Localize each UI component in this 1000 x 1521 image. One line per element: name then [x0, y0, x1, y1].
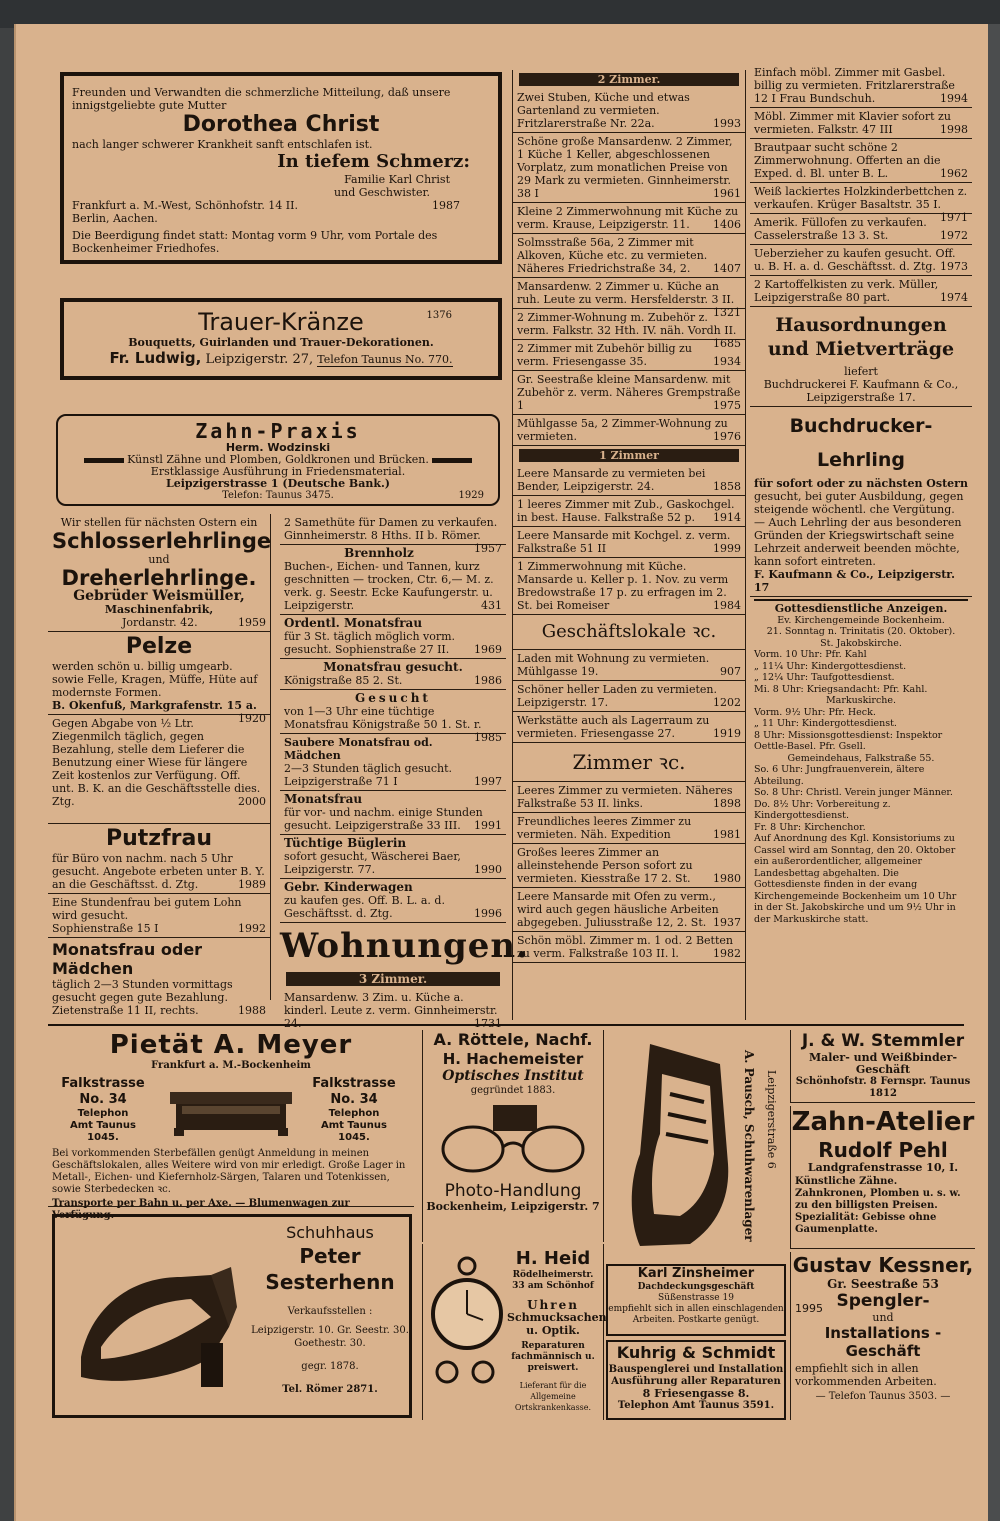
ad-text: werden schön u. billig umgearb. sowie Felle, Kragen, Müffe, Hüte auf modernste Formen. — [52, 660, 258, 699]
classified-ad — [513, 496, 745, 527]
church-line: „ 11¼ Uhr: Kindergottesdienst. — [754, 660, 907, 672]
ad-number: 1986 — [474, 674, 502, 687]
ad-number: 1973 — [940, 260, 968, 273]
lehrling-ad — [750, 407, 972, 597]
lehrlinge-ad — [48, 514, 270, 632]
classified-ad — [750, 214, 972, 245]
ad-text: 1 leeres Zimmer mit Zub., Gaskochgel. in best. Hause. Falkstraße 52 p. 1914 — [517, 498, 741, 524]
ad-number: 1975 — [713, 399, 741, 412]
column-4 — [750, 64, 972, 1020]
kessner-b1: Spengler- — [836, 1291, 930, 1311]
zahn-atelier-addr: Landgrafenstrasse 10, I. — [807, 1161, 959, 1174]
family-line: Familie Karl Christ — [344, 173, 450, 186]
pietat-street-right: Falkstrasse — [312, 1076, 396, 1091]
kuhrig-name: Kuhrig & Schmidt — [616, 1343, 776, 1362]
classified-ad: Monatsfrau für vor- und nachm. einige Stunden gesucht. Leipzigerstraße 33 III. 1991 — [280, 791, 506, 835]
ad-text: 2 Zimmer-Wohnung m. Zubehör z. verm. Falkstr. 32 Hth. IV. näh. Vordh II. 1685 — [517, 311, 741, 350]
ad-text: Großes leeres Zimmer an alleinstehende Person sofort zu vermieten. Kiesstraße 17 2. St. 1980 — [517, 846, 741, 885]
church-line: Fr. 8 Uhr: Kirchenchor. — [754, 821, 866, 833]
ad-number: 1920 — [238, 712, 266, 725]
classified-ad: Saubere Monatsfrau od. Mädchen 2—3 Stunden täglich gesucht. Leipzigerstraße 71 I 1997 — [280, 734, 506, 791]
ad-number: 1999 — [713, 542, 741, 555]
stemmler-l1: Maler- und Weißbinder-Geschäft — [808, 1051, 958, 1076]
siblings-line: und Geschwister. — [334, 186, 430, 199]
ad-text: Gegen Abgabe von ½ Ltr. Ziegenmilch täglich, gegen Bezahlung, stelle dem Lieferer die Benutzung einer Wiese für längere Zeit kostenlos zur Verfügung. Off. unt. B. K. an die Geschäftsstelle dies. Ztg. — [52, 717, 261, 808]
classified-ad — [513, 465, 745, 496]
classified-ad: Gesucht von 1—3 Uhr eine tüchtige Monatsfrau Königstraße 50 1. St. r. 1985 — [280, 690, 506, 734]
pelze-ad — [48, 632, 270, 725]
ad-number: 1994 — [940, 92, 968, 105]
death-notice — [60, 72, 502, 264]
ad-text: Amerik. Füllofen zu verkaufen. Casselerstraße 13 3. St. 1972 — [754, 216, 968, 242]
classified-ad — [513, 89, 745, 133]
ad-headline: Gesucht — [355, 691, 431, 705]
kessner-b2: Installations - Geschäft — [824, 1324, 942, 1360]
ad-number: 1972 — [940, 229, 968, 242]
classified-ad: Brennholz Buchen-, Eichen- und Tannen, kurz geschnitten — trocken, Ctr. 6,— M. z. verk. g. Seestr. Ecke Kaufungerstr. u. Leipzigerstr. 431 — [280, 545, 506, 615]
ad-headline: Monatsfrau gesucht. — [323, 660, 463, 674]
ad-number: 1937 — [713, 916, 741, 929]
church-line: Mi. 8 Uhr: Kriegsandacht: Pfr. Kahl. — [754, 683, 928, 695]
kessner-ad — [790, 1252, 975, 1420]
ad-number: 1957 — [474, 542, 502, 555]
classified-ad — [750, 245, 972, 276]
heid-reparaturen: Reparaturen fachmännisch u. preiswert. — [511, 1341, 595, 1373]
ad-number: 1996 — [474, 907, 502, 920]
section-wohnungen: Wohnungen. — [280, 926, 529, 966]
church-line: So. 8 Uhr: Christl. Verein junger Männer. — [754, 787, 953, 798]
dental-name: Herm. Wodzinski — [225, 441, 331, 454]
wreath-name: Fr. Ludwig, — [109, 349, 202, 367]
pietat-tel-right: Telephon — [328, 1108, 380, 1119]
classified-ad — [513, 203, 745, 234]
pietat-no-left: No. 34 — [79, 1092, 127, 1107]
ad-number: 1919 — [713, 727, 741, 740]
ad-text: Kleine 2 Zimmerwohnung mit Küche zu verm. Krause, Leipzigerstr. 11. 1406 — [517, 205, 741, 231]
ad-company: Gebrüder Weismüller, — [73, 588, 245, 604]
pietat-foot: Transporte per Bahn u. per Axe. — Blumenwagen zur Verfügung. — [52, 1198, 350, 1221]
wreath-tel: Telefon Taunus No. 770. — [317, 353, 453, 366]
glasses-illustration — [433, 1099, 593, 1179]
death-notice-text: nach langer schwerer Krankheit sanft entschlafen ist. — [72, 138, 373, 151]
heid-uhren: Uhren — [527, 1298, 579, 1312]
zins-l1: Dachdeckungsgeschäft — [637, 1282, 755, 1292]
ad-text: Brautpaar sucht schöne 2 Zimmerwohnung. Offerten an die Exped. d. Bl. unter B. L. 1962 — [754, 141, 968, 180]
bottom-divider — [48, 1024, 964, 1026]
ad-text: 1 Zimmerwohnung mit Küche. Mansarde u. Keller p. 1. Nov. zu verm Bredowstraße 17 p. zu erfragen im 2. St. bei Romeiser 1984 — [517, 560, 741, 612]
ad-address: Zietenstraße 11 II, rechts. — [52, 1004, 199, 1017]
ad-text: Laden mit Wohnung zu vermieten. Mühlgasse 19. 907 — [517, 652, 741, 678]
ad-text: Leeres Zimmer zu vermieten. Näheres Falkstraße 53 II. links. 1898 — [517, 784, 741, 810]
monatsfrau-ad — [48, 938, 270, 1019]
ad-number: 1988 — [238, 1004, 266, 1017]
roettele-ad — [422, 1030, 604, 1242]
church-line: Vorm. 9½ Uhr: Pfr. Heck. — [754, 706, 876, 718]
wreath-title: Trauer-Kränze — [198, 308, 364, 336]
ad-text: täglich 2—3 Stunden vormittags gesucht gegen gute Bezahlung. — [52, 978, 233, 1004]
lehrling-company: F. Kaufmann & Co., Leipzigerstr. 17 — [754, 568, 955, 594]
classified-ad: Mansardenw. 3 Zim. u. Küche a. kinderl. Leute z. verm. Ginnheimerstr. 24. 1731 — [284, 991, 502, 1030]
classified-ad — [513, 813, 745, 844]
ad-number: 1993 — [713, 117, 741, 130]
kuhrig-l4: Telephon Amt Taunus 3591. — [617, 1400, 775, 1411]
ad-text: Gr. Seestraße kleine Mansardenw. mit Zubehör z. verm. Näheres Grempstraße 1 1975 — [517, 373, 741, 412]
schuh-verkauf: Verkaufsstellen : — [287, 1306, 373, 1317]
ad-headline: Schlosserlehrlinge — [52, 529, 272, 553]
ad-headline: Gebr. Kinderwagen — [284, 880, 413, 894]
ad-number: 1984 — [713, 599, 741, 612]
roettele-addr: Bockenheim, Leipzigerstr. 7 — [426, 1200, 600, 1213]
ad-number: 1982 — [713, 947, 741, 960]
ad-text: Leere Mansarde mit Ofen zu verm., wird auch gegen häusliche Arbeiten abgegeben. Juliusstraße 12, 2. St. 1937 — [517, 890, 741, 929]
ad-text: Eine Stundenfrau bei gutem Lohn wird gesucht. — [52, 896, 242, 922]
heid-addr: Rödelheimerstr. 33 am Schönhof — [512, 1270, 594, 1291]
pietat-text: Bei vorkommenden Sterbefällen genügt Anmeldung in meinen Geschäftslokalen, alles Weitere wird von mir erledigt. Große Lager in Metall-, Eichen- und Kiefernholz-Särgen, Talaren und Totenkissen, sowie Sterbedecken ꝛc. — [52, 1148, 406, 1195]
ad-number: 1992 — [238, 922, 266, 935]
classified-ad: Gebr. Kinderwagen zu kaufen ges. Off. B. L. a. d. Geschäftsst. d. Ztg. 1996 — [280, 879, 506, 923]
wreath-addr: Leipzigerstr. 27, — [205, 352, 314, 367]
classified-ad — [513, 340, 745, 371]
ad-text: Freundliches leeres Zimmer zu vermieten. Näh. Expedition 1981 — [517, 815, 741, 841]
kessner-name: Gustav Kessner, — [792, 1253, 974, 1277]
ad-headline: Putzfrau — [105, 826, 213, 851]
schuh-name: Peter Sesterhenn — [265, 1244, 395, 1294]
ad-number: 1997 — [474, 775, 502, 788]
ad-text: und — [148, 553, 170, 566]
kuhrig-ad — [606, 1340, 786, 1420]
band-1-zimmer: 1 Zimmer — [519, 449, 739, 462]
pietat-no-right: No. 34 — [330, 1092, 378, 1107]
grief-line: In tiefem Schmerz: — [277, 151, 470, 172]
church-line: Do. 8½ Uhr: Vorbereitung z. Kindergottesdienst. — [754, 798, 891, 821]
pietat-title: Pietät A. Meyer — [109, 1030, 353, 1060]
dental-l4: Telefon: Taunus 3475. — [222, 490, 334, 501]
zinsheimer-ad — [606, 1264, 786, 1336]
coffin-icon — [166, 1080, 296, 1140]
pietat-amt-left: Amt Taunus 1045. — [69, 1120, 136, 1143]
classified-ad — [513, 234, 745, 278]
ad-number: 1981 — [713, 828, 741, 841]
church-notices — [750, 597, 972, 927]
pausch-addr: Leipzigerstraße 6 — [765, 1070, 778, 1169]
boot-illustration — [610, 1034, 750, 1254]
classified-ad — [750, 276, 972, 307]
page-edge — [988, 24, 1000, 1521]
schuh-addr2: Goethestr. 30. — [294, 1338, 366, 1349]
kessner-tel: — Telefon Taunus 3503. — — [815, 1391, 951, 1402]
church-line: 21. Sonntag n. Trinitatis (20. Oktober). — [766, 626, 956, 637]
wreath-ad — [60, 298, 502, 380]
kessner-und: und — [872, 1311, 894, 1324]
ad-headline: Monatsfrau oder Mädchen — [52, 940, 203, 978]
ad-text: 2 Kartoffelkisten zu verk. Müller, Leipzigerstraße 80 part. 1974 — [754, 278, 968, 304]
hausordnungen-sub: liefert — [844, 365, 878, 378]
classified-ad — [513, 309, 745, 350]
ad-text: für Büro von nachm. nach 5 Uhr gesucht. Angebote erbeten unter B. Y. an die Geschäftsst. d. Ztg. — [52, 852, 265, 891]
zins-l2: Süßenstrasse 19 — [658, 1293, 734, 1303]
column-1 — [48, 514, 272, 1017]
band-3-zimmer: 3 Zimmer. — [286, 972, 500, 986]
ad-number: 1971 — [940, 211, 968, 224]
ad-number: 1969 — [474, 643, 502, 656]
dental-title: Zahn-Praxis — [195, 419, 361, 443]
dental-l1: Künstl Zähne und Plomben, Goldkronen und Brücken. — [58, 454, 498, 466]
ad-text: Leere Mansarde mit Kochgel. z. verm. Falkstraße 51 II 1999 — [517, 529, 741, 555]
classified-ad — [513, 650, 745, 681]
ad-number: 1985 — [474, 731, 502, 744]
classified-ad — [513, 844, 745, 888]
classified-ad — [513, 133, 745, 203]
ad-number: 2000 — [238, 795, 266, 808]
lehrling-sub: für sofort oder zu nächsten Ostern — [754, 477, 968, 490]
classified-ad: Tüchtige Büglerin sofort gesucht, Wäscherei Baer, Leipzigerstr. 77. 1990 — [280, 835, 506, 879]
classified-ad — [750, 64, 972, 108]
lehrling-title: Buchdrucker-Lehrling — [789, 415, 933, 471]
ad-number: 1961 — [713, 187, 741, 200]
lehrling-text: gesucht, bei guter Ausbildung, gegen steigende wöchentl. che Vergütung. — Auch Lehrling der aus besonderen Gründen der Kriegswirtschaft seine Lehrzeit anderweit beenden möchte, kann sofort eintreten. — [754, 490, 964, 568]
ad-text: Weiß lackiertes Holzkinderbettchen z. verkaufen. Krüger Basaltstr. 35 I. 1971 — [754, 185, 968, 224]
hausordnungen-ad — [750, 307, 972, 407]
ad-number: 1934 — [713, 355, 741, 368]
zins-name: Karl Zinsheimer — [637, 1266, 755, 1281]
column-2 — [280, 514, 529, 1030]
zahn-atelier-name: Rudolf Pehl — [818, 1138, 948, 1162]
ad-company-sub: Maschinenfabrik, — [104, 603, 214, 616]
ad-text: Wir stellen für nächsten Ostern ein — [60, 516, 258, 529]
ad-text: Schöne große Mansardenw. 2 Zimmer, 1 Küche 1 Keller, abgeschlossenen Vorplatz, zum monatlichen Preise von 29 Mark zu vermieten. Ginnheimerstr. 38 I 1961 — [517, 135, 741, 200]
dental-l2: Erstklassige Ausführung in Friedensmaterial. — [150, 465, 406, 478]
pietat-tel-left: Telephon — [77, 1108, 129, 1119]
pietat-amt-right: Amt Taunus 1045. — [320, 1120, 387, 1143]
kuhrig-l1: Bauspenglerei und Installation — [608, 1364, 784, 1375]
ad-text: Zwei Stuben, Küche und etwas Gartenland zu vermieten. Fritzlarerstraße Nr. 22a. 1993 — [517, 91, 741, 130]
dental-l3: Leipzigerstrasse 1 (Deutsche Bank.) — [165, 477, 391, 490]
dental-ad — [56, 414, 500, 506]
ad-number: 1858 — [713, 480, 741, 493]
ad-text: Solmsstraße 56a, 2 Zimmer mit Alkoven, Küche etc. zu vermieten. Näheres Friedrichstraße 34, 2. 1407 — [517, 236, 741, 275]
ad-number: 1998 — [940, 123, 968, 136]
church-line: Auf Anordnung des Kgl. Konsistoriums zu Cassel wird am Sonntag, den 20. Oktober ein außerordentlicher, allgemeiner Landesbettag abgehalten. Die Gottesdienste finden in der evang Kirchengemeinde Bockenheim um 10 Uhr in der St. Jakobskirche und um 9½ Uhr in der Markuskirche statt. — [754, 833, 957, 925]
church-line: 8 Uhr: Missionsgottesdienst: Inspektor Oettle-Basel. Pfr. Gsell. — [754, 729, 943, 752]
ad-headline: Saubere Monatsfrau od. Mädchen — [284, 736, 433, 762]
ad-text: Ueberzieher zu kaufen gesucht. Off. u. B. H. a. d. Geschäftsst. d. Ztg. 1973 — [754, 247, 968, 273]
ad-headline: Brennholz — [344, 546, 414, 560]
column-3 — [512, 70, 746, 1020]
kessner-number: 1995 — [795, 1302, 823, 1315]
heid-ad — [422, 1244, 607, 1420]
notice-number: 1987 — [432, 199, 460, 212]
zahn-atelier-title: Zahn-Atelier — [791, 1107, 975, 1137]
classified-ad — [513, 278, 745, 319]
classified-ad — [513, 681, 745, 712]
schuh-title: Schuhhaus — [286, 1223, 374, 1242]
wreath-number: 1376 — [426, 310, 452, 321]
ad-number: 1974 — [940, 291, 968, 304]
funeral-text: Die Beerdigung findet statt: Montag vorm 9 Uhr, vom Portale des Bockenheimer Friedhofes. — [72, 229, 438, 255]
schuh-year: gegr. 1878. — [301, 1361, 359, 1372]
church-line: Gemeindehaus, Falkstraße 55. — [787, 752, 935, 764]
church-line: Ev. Kirchengemeinde Bockenheim. — [777, 614, 945, 626]
ad-headline: Monatsfrau — [284, 792, 363, 806]
putzfrau-ad — [48, 824, 270, 894]
roettele-institute: Optisches Institut — [442, 1068, 584, 1084]
roettele-title: A. Röttele, Nachf. — [433, 1030, 593, 1049]
ad-text: 2 Zimmer mit Zubehör billig zu verm. Friesengasse 35. 1934 — [517, 342, 741, 368]
church-line: „ 11 Uhr: Kindergottesdienst. — [754, 718, 897, 729]
ad-address: Sophienstraße 15 I — [52, 922, 159, 935]
classified-ad — [513, 888, 745, 932]
ad-text: Werkstätte auch als Lagerraum zu vermieten. Friesengasse 27. 1919 — [517, 714, 741, 740]
schuhhaus-ad — [52, 1214, 412, 1418]
stemmler-ad — [790, 1030, 975, 1103]
schuh-tel: Tel. Römer 2871. — [282, 1384, 378, 1395]
zins-l3: empfiehlt sich in allen einschlagenden Arbeiten. Postkarte genügt. — [608, 1304, 784, 1325]
church-title: Gottesdienstliche Anzeigen. — [754, 599, 968, 615]
ad-text: Einfach möbl. Zimmer mit Gasbel. billig zu vermieten. Fritzlarerstraße 12 I Frau Bundschuh. 1994 — [754, 66, 968, 105]
pietat-ad — [48, 1030, 414, 1221]
ad-text: Leere Mansarde zu vermieten bei Bender, Leipzigerstr. 24. 1858 — [517, 467, 741, 493]
church-line: Markuskirche. — [825, 695, 897, 706]
ad-headline: Ordentl. Monatsfrau — [284, 616, 423, 630]
death-notice-intro2: innigstgeliebte gute Mutter — [72, 99, 227, 112]
heid-schmuck: Schmucksachen u. Optik. — [507, 1311, 607, 1337]
ad-number: 1980 — [713, 872, 741, 885]
ad-number: 1898 — [713, 797, 741, 810]
hausordnungen-addr: Leipzigerstraße 17. — [806, 391, 916, 404]
ad-number: 1731 — [474, 1017, 502, 1030]
notice-place: Frankfurt a. M.-West, Schönhofstr. 14 II. 1987 — [72, 199, 460, 212]
classified-ad: 2 Samethüte für Damen zu verkaufen. Ginnheimerstr. 8 Hths. II b. Römer. 1957 — [280, 514, 506, 545]
classified-ad — [513, 558, 745, 615]
roettele-name: H. Hachemeister — [442, 1050, 584, 1068]
ad-headline: Pelze — [125, 634, 193, 659]
ad-address: Jordanstr. 42. — [122, 616, 198, 629]
hausordnungen-company: Buchdruckerei F. Kaufmann & Co., — [763, 378, 959, 391]
pocket-watch-icon — [427, 1254, 507, 1394]
ad-number: 907 — [720, 665, 741, 678]
ad-number: 1990 — [474, 863, 502, 876]
classified-ad: Ordentl. Monatsfrau für 3 St. täglich möglich vorm. gesucht. Sophienstraße 27 II. 1969 — [280, 615, 506, 659]
notice-place2: Berlin, Aachen. — [72, 212, 158, 225]
hausordnungen-title: Hausordnungen und Mietverträge — [767, 314, 955, 360]
ziegenmilch-ad — [48, 715, 270, 824]
pietat-sub: Frankfurt a. M.-Bockenheim — [151, 1060, 311, 1071]
stemmler-l2: Schönhofstr. 8 Fernspr. Taunus 1812 — [795, 1076, 971, 1099]
classified-ad — [513, 932, 745, 963]
ad-text: Schön möbl. Zimmer m. 1 od. 2 Betten zu verm. Falkstraße 103 II. l. 1982 — [517, 934, 741, 960]
shoe-illustration — [61, 1247, 251, 1397]
church-line: St. Jakobskirche. — [820, 637, 902, 649]
pausch-shoe-ad — [606, 1030, 786, 1260]
ad-headline: Dreherlehrlinge. — [61, 566, 257, 590]
classified-ad — [750, 183, 972, 224]
ad-number: 431 — [481, 599, 502, 612]
ad-number: 1989 — [238, 878, 266, 891]
zahn-atelier-text: Künstliche Zähne. Zahnkronen, Plomben u. s. w. zu den billigsten Preisen. Spezialität: Gebisse ohne Gaumenplatte. — [795, 1176, 961, 1235]
section-geschaeftslokale: Geschäftslokale ꝛc. — [513, 615, 745, 650]
classified-ad — [513, 782, 745, 813]
ad-text: Mansardenw. 2 Zimmer u. Küche an ruh. Leute zu verm. Hersfelderstr. 3 II. 1321 — [517, 280, 741, 319]
classified-ad — [513, 371, 745, 415]
kuhrig-l3: 8 Friesengasse 8. — [642, 1387, 750, 1400]
dental-number: 1929 — [458, 490, 484, 501]
ad-number: 1321 — [713, 306, 741, 319]
ad-text: Möbl. Zimmer mit Klavier sofort zu vermieten. Falkstr. 47 III 1998 — [754, 110, 968, 136]
roettele-photo: Photo-Handlung — [444, 1181, 582, 1201]
kessner-text: empfiehlt sich in allen vorkommenden Arbeiten. — [795, 1362, 937, 1388]
church-line: Vorm. 10 Uhr: Pfr. Kahl — [754, 649, 867, 660]
classified-ad — [750, 139, 972, 183]
ad-text: Schöner heller Laden zu vermieten. Leipzigerstr. 17. 1202 — [517, 683, 741, 709]
church-line: So. 6 Uhr: Jungfrauenverein, ältere Abteilung. — [754, 764, 925, 787]
ad-number: 1914 — [713, 511, 741, 524]
ad-number: 1962 — [940, 167, 968, 180]
classified-ad — [513, 415, 745, 446]
kuhrig-l2: Ausführung aller Reparaturen — [611, 1376, 781, 1387]
deceased-name: Dorothea Christ — [182, 112, 380, 137]
ad-number: 1976 — [713, 430, 741, 443]
death-notice-intro: Freunden und Verwandten die schmerzliche Mitteilung, daß unsere — [72, 86, 451, 99]
classified-ad — [513, 527, 745, 558]
stemmler-name: J. & W. Stemmler — [801, 1031, 965, 1051]
heid-name: H. Heid — [515, 1248, 591, 1269]
ad-text: Mühlgasse 5a, 2 Zimmer-Wohnung zu vermieten. 1976 — [517, 417, 741, 443]
ad-number: 1407 — [713, 262, 741, 275]
pietat-street-left: Falkstrasse — [61, 1076, 145, 1091]
schuh-addr1: Leipzigerstr. 10. Gr. Seestr. 30. — [251, 1325, 409, 1336]
wreath-sub: Bouquetts, Guirlanden und Trauer-Dekorationen. — [128, 336, 434, 349]
ad-headline: Tüchtige Büglerin — [284, 836, 407, 850]
classified-ad: Monatsfrau gesucht. Königstraße 85 2. St. 1986 — [280, 659, 506, 690]
ad-number: 1959 — [238, 616, 266, 629]
ad-number: 1202 — [713, 696, 741, 709]
ad-number: 1406 — [713, 218, 741, 231]
church-line: „ 12¼ Uhr: Taufgottesdienst. — [754, 672, 895, 683]
roettele-year: gegründet 1883. — [470, 1085, 556, 1096]
pausch-name: A. Pausch, Schuhwarenlager — [742, 1050, 756, 1242]
stundenfrau-ad — [48, 894, 270, 938]
classified-ad — [513, 712, 745, 743]
kessner-addr: Gr. Seestraße 53 — [827, 1277, 939, 1291]
band-2-zimmer: 2 Zimmer. — [519, 73, 739, 86]
zahn-atelier-ad — [790, 1106, 975, 1249]
ad-address: B. Okenfuß, Markgrafenstr. 15 a. — [52, 699, 257, 712]
heid-lieferant: Lieferant für die Allgemeine Ortskrankenkasse. — [514, 1381, 592, 1412]
classified-ad — [750, 108, 972, 139]
ad-number: 1685 — [713, 337, 741, 350]
ad-number: 1991 — [474, 819, 502, 832]
section-zimmer: Zimmer ꝛc. — [513, 743, 745, 782]
